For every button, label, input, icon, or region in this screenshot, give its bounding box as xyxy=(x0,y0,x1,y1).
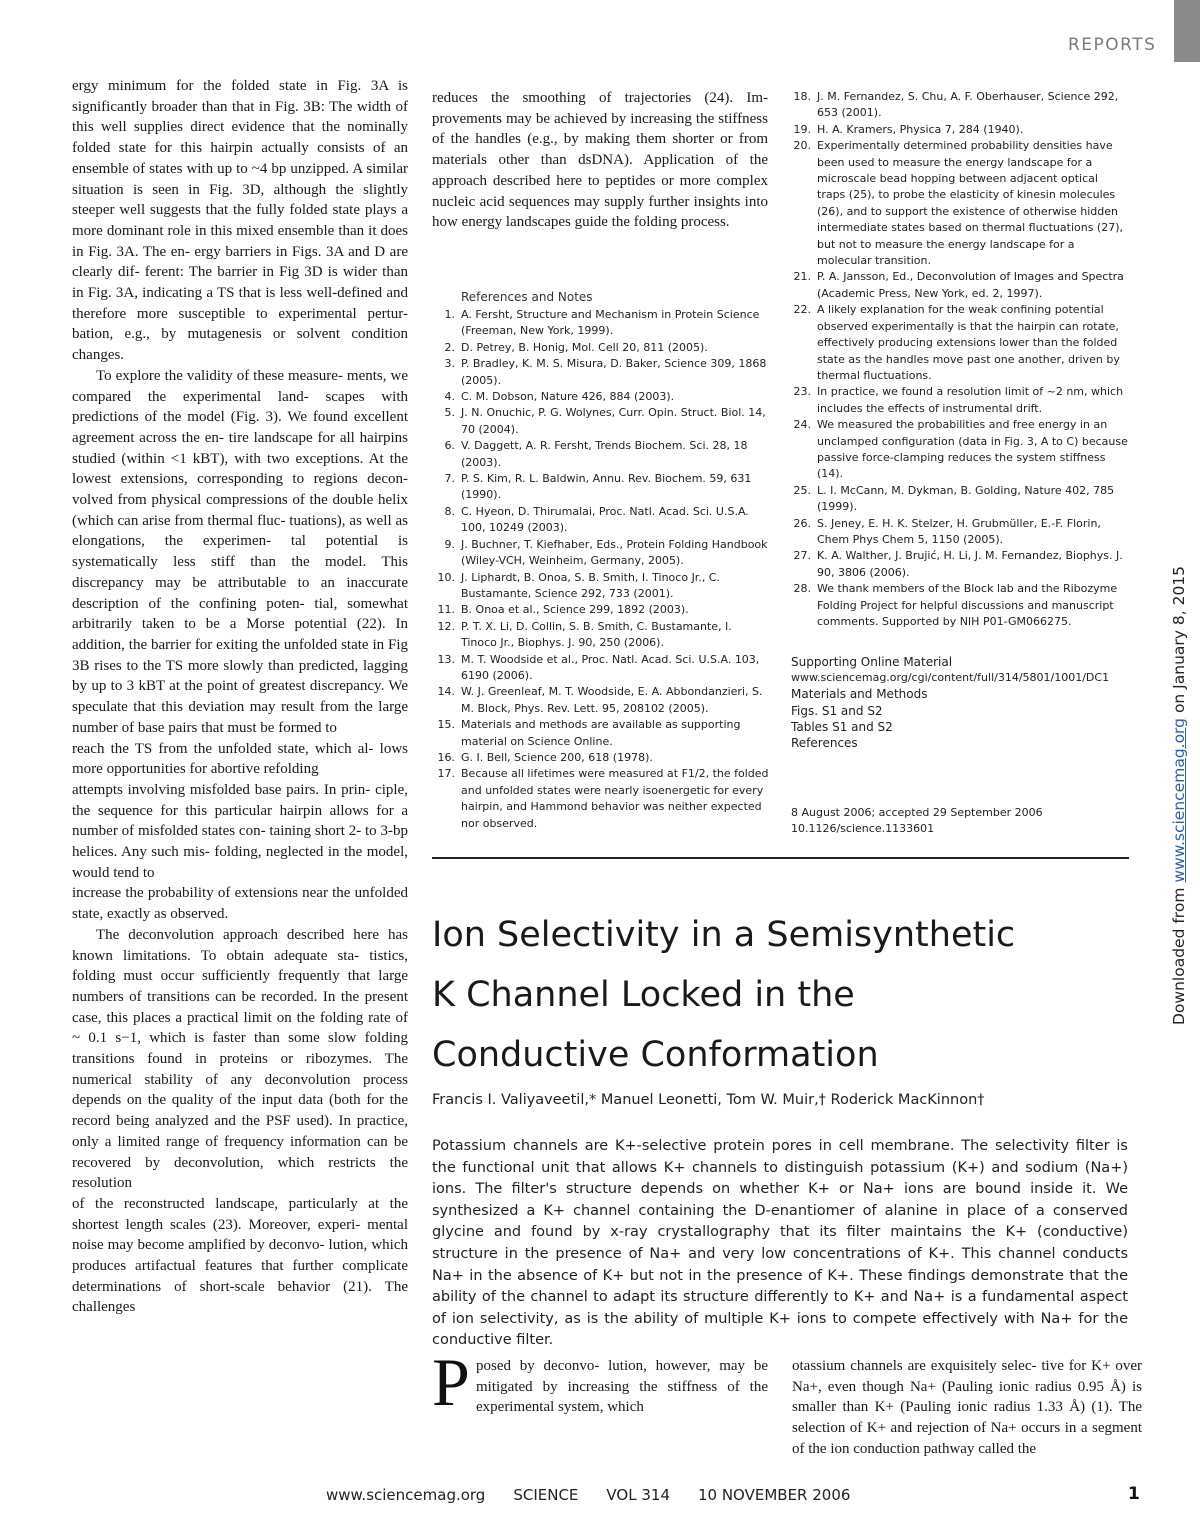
reference-item xyxy=(433,750,769,766)
reference-item xyxy=(433,619,769,652)
supporting-online-material xyxy=(791,654,1109,751)
reference-number: 22. xyxy=(793,303,811,317)
som-item: Figs. S1 and S2 xyxy=(791,703,883,718)
reference-item xyxy=(433,356,769,389)
reference-item xyxy=(433,405,769,438)
reference-item xyxy=(789,516,1129,549)
reference-item xyxy=(433,766,769,832)
reference-item xyxy=(433,602,769,618)
reference-number: 9. xyxy=(444,537,455,551)
reference-number: 24. xyxy=(793,418,811,432)
reference-item xyxy=(789,122,1129,138)
reference-number: 21. xyxy=(793,270,811,284)
footer-site: www.sciencemag.org xyxy=(326,1486,486,1504)
som-url[interactable]: www.sciencemag.org/cgi/content/full/314/5801/1001/DC1 xyxy=(791,671,1110,685)
reference-text: J. N. Onuchic, P. G. Wolynes, Curr. Opin. Struct. Biol. 14, 70 (2004). xyxy=(461,406,766,436)
reference-item xyxy=(789,384,1129,417)
section-label: REPORTS xyxy=(1068,35,1157,55)
reference-text: G. I. Bell, Science 200, 618 (1978). xyxy=(461,750,653,764)
paragraph: reach the TS from the unfolded state, which al- lows more opportunities for abortive refolding xyxy=(72,740,408,778)
reference-number: 2. xyxy=(444,340,455,354)
reference-text: In practice, we found a resolution limit of ~2 nm, which includes the effects of instrumental drift. xyxy=(817,385,1124,415)
received-dates xyxy=(791,805,1043,838)
reference-number: 27. xyxy=(793,549,811,563)
reference-text: C. M. Dobson, Nature 426, 884 (2003). xyxy=(461,390,675,404)
reference-number: 3. xyxy=(444,357,455,371)
paragraph: otassium channels are exquisitely selec- tive for K+ over Na+, even though Na+ (Pauling ionic radius 0.95 Å) is smaller than K+ (Pauling ionic radius 1.33 Å) (1). The selection of K+ and rejection of Na+ occurs in a segment of the ion conduction pathway called the xyxy=(792,1358,1142,1457)
reference-number: 25. xyxy=(793,483,811,497)
doi: 10.1126/science.1133601 xyxy=(791,822,935,836)
reference-text: B. Onoa et al., Science 299, 1892 (2003). xyxy=(461,603,689,617)
reference-text: J. Liphardt, B. Onoa, S. B. Smith, I. Tinoco Jr., C. Bustamante, Science 292, 733 (2001). xyxy=(461,570,720,600)
title-line: K Channel Locked in the xyxy=(432,975,855,1015)
abstract: Potassium channels are K+-selective protein pores in cell membrane. The selectivity filter is the functional unit that allows K+ channels to distinguish potassium (K+) and sodium (Na+) ions. The filter's structure depends on whether K+ or Na+ ions are bound inside it. We synthesized a K+ channel containing the D-enantiomer of alanine in place of a conserved glycine and found by x-ray crystallography that its filter maintains the K+ (conductive) structure in the presence of Na+ and very low concentrations of K+. This channel conducts Na+ in the absence of K+ but not in the presence of K+. These findings demonstrate that the ability of the channel to adapt its structure differently to K+ and Na+ is a fundamental aspect of ion selectivity, as is the ability of multiple K+ ions to compete effectively with Na+ for the conductive filter. xyxy=(432,1138,1128,1349)
reference-number: 5. xyxy=(444,406,455,420)
reference-item xyxy=(433,570,769,603)
reference-text: S. Jeney, E. H. K. Stelzer, H. Grubmüller, E.-F. Florin, Chem Phys Chem 5, 1150 (2005). xyxy=(817,516,1101,546)
reference-text: Because all lifetimes were measured at F1/2, the folded and unfolded states were nearly isoenergetic for every hairpin, and Hammond behavior was neither expected nor observed. xyxy=(461,767,769,830)
download-prefix: Downloaded from xyxy=(1170,882,1188,1025)
reference-text: P. S. Kim, R. L. Baldwin, Annu. Rev. Biochem. 59, 631 (1990). xyxy=(461,472,752,502)
reference-number: 7. xyxy=(444,472,455,486)
side-tab xyxy=(1174,0,1200,62)
body-column-2 xyxy=(432,88,768,233)
footer-journal: SCIENCE xyxy=(513,1486,579,1504)
title-line: Conductive Conformation xyxy=(432,1035,879,1075)
reference-item xyxy=(789,417,1129,483)
page-footer xyxy=(326,1486,878,1504)
paragraph: posed by deconvo- lution, however, may be mitigated by increasing the stiffness of the experimental system, which xyxy=(476,1358,768,1416)
reference-text: J. Buchner, T. Kiefhaber, Eds., Protein Folding Handbook (Wiley-VCH, Weinheim, Germany, 2005). xyxy=(461,537,768,568)
reference-text: L. I. McCann, M. Dykman, B. Golding, Nature 402, 785 (1999). xyxy=(817,483,1115,514)
sciencemag-link[interactable]: www.sciencemag.org xyxy=(1170,717,1188,883)
body-column-1 xyxy=(72,76,408,1318)
reference-text: J. M. Fernandez, S. Chu, A. F. Oberhauser, Science 292, 653 (2001). xyxy=(817,90,1119,120)
reference-item xyxy=(433,652,769,685)
drop-cap: P xyxy=(432,1344,470,1420)
download-note xyxy=(1170,566,1188,1025)
reference-item xyxy=(789,138,1129,269)
reference-text: W. J. Greenleaf, M. T. Woodside, E. A. Abbondanzieri, S. M. Block, Phys. Rev. Lett. 95, 208102 (2005). xyxy=(461,685,763,715)
reference-text: Materials and methods are available as supporting material on Science Online. xyxy=(461,718,741,748)
reference-number: 15. xyxy=(437,718,455,732)
reference-text: V. Daggett, A. R. Fersht, Trends Biochem. Sci. 28, 18 (2003). xyxy=(461,439,748,469)
reference-number: 19. xyxy=(793,122,811,136)
reference-number: 6. xyxy=(444,439,455,453)
reference-number: 20. xyxy=(793,139,811,153)
som-item: Tables S1 and S2 xyxy=(791,719,893,734)
reference-item xyxy=(789,269,1129,302)
paragraph: ergy minimum for the folded state in Fig. 3A is significantly broader than that in Fig. 3B: The width of this well supplies direct evidence that the nominally folded state for this hairpin actually consists of an ensemble of states with up to ~4 bp unzipped. A similar situation is seen in Fig. 3D, although the slightly steeper well suggests that the fully folded state plays a more dominant role in this mixed ensemble than it does in Fig. 3A. The en- ergy barriers in Figs. 3A and D are clearly dif- ferent: The barrier in Fig 3D is wider than in Fig. 3A, indicating a TS that is less well-defined and therefore more susceptible to experimental pertur- bation, e.g., by mutagenesis or solvent condition changes. xyxy=(72,78,408,364)
references-list-right xyxy=(789,89,1129,630)
reference-text: D. Petrey, B. Honig, Mol. Cell 20, 811 (2005). xyxy=(461,340,708,354)
reference-item xyxy=(433,504,769,537)
reference-number: 10. xyxy=(437,570,455,584)
reference-item xyxy=(433,717,769,750)
reference-item xyxy=(789,483,1129,516)
som-heading: Supporting Online Material xyxy=(791,655,953,669)
paragraph: attempts involving misfolded base pairs. In prin- ciple, the sequence for this particular hairpin allows for a number of misfolded states con- taining short 2- to 3-bp helices. Any such mis- folding, neglected in the model, would tend to xyxy=(72,781,408,881)
page-number: 1 xyxy=(1128,1484,1140,1504)
body-column-3 xyxy=(432,1356,768,1418)
reference-text: P. Bradley, K. M. S. Misura, D. Baker, Science 309, 1868 (2005). xyxy=(461,357,767,387)
reference-number: 18. xyxy=(793,90,811,103)
reference-number: 11. xyxy=(437,603,455,617)
references-heading: References and Notes xyxy=(461,290,593,304)
footer-date: 10 NOVEMBER 2006 xyxy=(697,1486,851,1504)
reference-number: 23. xyxy=(793,385,811,399)
reference-text: P. A. Jansson, Ed., Deconvolution of Images and Spectra (Academic Press, New York, ed. 2, 1997). xyxy=(817,270,1124,300)
reference-number: 4. xyxy=(444,390,455,404)
section-divider xyxy=(432,857,1129,859)
article-title xyxy=(432,905,1132,1085)
reference-number: 13. xyxy=(437,652,455,666)
reference-number: 17. xyxy=(437,767,455,781)
reference-number: 12. xyxy=(437,619,455,633)
paragraph: To explore the validity of these measure- ments, we compared the experimental land- scapes with predictions of the model (Fig. 3). We found excellent agreement across the en- tire landscape for all hairpins studied (within <1 kBT), with two exceptions. At the lowest extensions, corresponding to regions decon- volved from physical compressions of the double helix (which can arise from thermal fluc- tuations), as well as elongations, the experimen- tal potential is systematically less stiff than the model. This discrepancy may be attributable to an inaccurate description of the confining poten- tial, somewhat arbitrarily taken to be a Morse potential (22). In addition, the barrier for exiting the unfolded state in Fig 3B rises to the TS more slowly than predicted, lagging by up to 3 kBT at the point of greatest discrepancy. We speculate that this deviation may result from the large number of base pairs that must be formed to xyxy=(72,367,408,736)
received-accepted: 8 August 2006; accepted 29 September 2006 xyxy=(791,806,1043,819)
reference-item xyxy=(789,89,1129,122)
reference-number: 16. xyxy=(437,750,455,764)
reference-item xyxy=(433,684,769,717)
reference-text: We thank members of the Block lab and the Ribozyme Folding Project for helpful discussions and manuscript comments. Supported by NIH P01-GM066275. xyxy=(817,582,1118,628)
reference-item xyxy=(433,389,769,405)
reference-text: A. Fersht, Structure and Mechanism in Protein Science (Freeman, New York, 1999). xyxy=(461,308,760,338)
title-line: Ion Selectivity in a Semisynthetic xyxy=(432,915,1016,955)
reference-text: K. A. Walther, J. Brujić, H. Li, J. M. Fernandez, Biophys. J. 90, 3806 (2006). xyxy=(817,549,1123,579)
reference-number: 14. xyxy=(437,685,455,699)
reference-item xyxy=(433,537,769,570)
reference-item xyxy=(433,438,769,471)
reference-item xyxy=(433,307,769,340)
reference-text: A likely explanation for the weak confining potential observed experimentally is that the hairpin can rotate, effectively producing extensions lower than the folded state as the handles move past one another, driven by thermal fluctuations. xyxy=(817,303,1120,382)
reference-number: 8. xyxy=(444,504,455,518)
reference-text: H. A. Kramers, Physica 7, 284 (1940). xyxy=(817,122,1024,136)
reference-text: M. T. Woodside et al., Proc. Natl. Acad. Sci. U.S.A. 103, 6190 (2006). xyxy=(461,652,760,682)
som-item: References xyxy=(791,736,858,751)
reference-number: 26. xyxy=(793,516,811,530)
footer-volume: VOL 314 xyxy=(606,1486,670,1504)
paragraph: increase the probability of extensions near the unfolded state, exactly as observed. xyxy=(72,885,408,923)
reference-number: 1. xyxy=(444,308,455,321)
reference-item xyxy=(789,548,1129,581)
reference-text: We measured the probabilities and free energy in an unclamped configuration (data in Fig. 3, A to C) because passive force-clamping reduces the system stiffness (14). xyxy=(817,418,1128,481)
author-list: Francis I. Valiyaveetil,* Manuel Leonetti, Tom W. Muir,† Roderick MacKinnon† xyxy=(432,1092,985,1108)
download-suffix: on January 8, 2015 xyxy=(1170,565,1188,718)
som-item: Materials and Methods xyxy=(791,687,928,702)
reference-item xyxy=(433,471,769,504)
reference-number: 28. xyxy=(793,582,811,596)
paragraph: reduces the smoothing of trajectories (24). Im- provements may be achieved by increasing the stiffness of the handles (e.g., by making them shorter or from materials other than dsDNA). Application of the approach described here to peptides or more complex nucleic acid sequences may supply further insights into how energy landscapes guide the folding process. xyxy=(432,90,768,231)
reference-text: Experimentally determined probability densities have been used to measure the energy landscape for a microscale bead hopping between adjacent optical traps (25), to probe the elasticity of kinesin molecules (26), and to support the existence of otherwise hidden intermediate states based on thermal fluctuations (27), but not to measure the energy landscape for a molecular transition. xyxy=(817,139,1124,268)
body-column-4 xyxy=(792,1356,1142,1460)
paragraph: of the reconstructed landscape, particularly at the shortest length scales (23). Moreover, experi- mental noise may become amplified by deconvo- lution, which produces artifactual features that further complicate determinations of short-scale behavior (21). The challenges xyxy=(72,1195,408,1316)
reference-item xyxy=(789,581,1129,630)
reference-text: C. Hyeon, D. Thirumalai, Proc. Natl. Acad. Sci. U.S.A. 100, 10249 (2003). xyxy=(461,504,749,535)
reference-item xyxy=(433,340,769,356)
paragraph: The deconvolution approach described here has known limitations. To obtain adequate sta- tistics, folding must occur sufficiently frequently that large numbers of transitions can be recorded. In the present case, this places a practical limit on the folding rate of ~ 0.1 s−1, which is faster than some slow folding transitions found in proteins or ribozymes. The numerical stability of any deconvolution process depends on the quality of the input data (both for the record being analyzed and the PSF used). In practice, only a limited range of frequency information can be recovered by deconvolution, which restricts the resolution xyxy=(72,926,408,1192)
reference-item xyxy=(789,302,1129,384)
references-list-left xyxy=(433,307,769,832)
reference-text: P. T. X. Li, D. Collin, S. B. Smith, C. Bustamante, I. Tinoco Jr., Biophys. J. 90, 250 (2006). xyxy=(461,619,732,650)
